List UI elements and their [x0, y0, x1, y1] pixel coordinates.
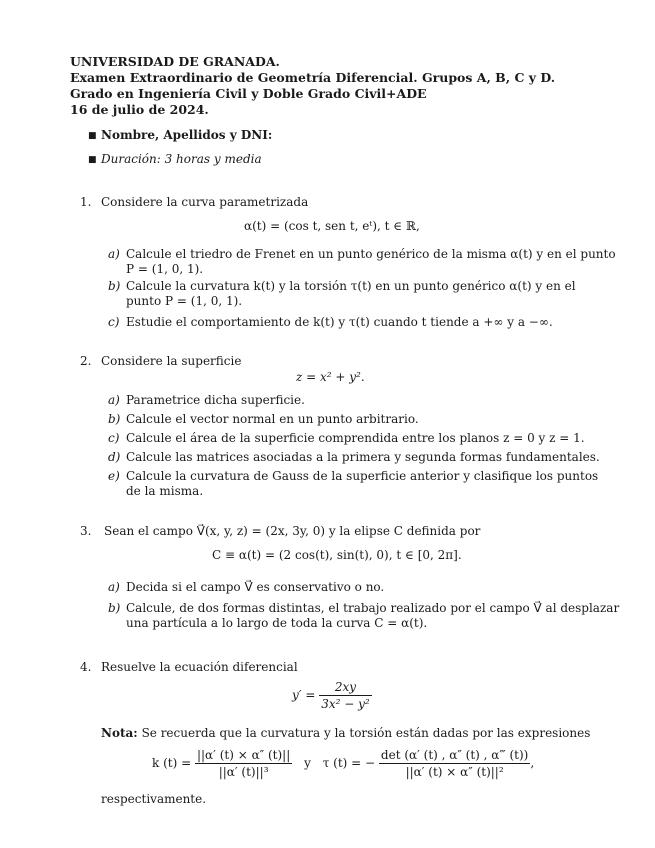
problem-4-equation [292, 680, 372, 711]
problem-2b-line1: Calcule el vector normal en un punto arbitrario. [126, 412, 419, 426]
problem-2e-line2: de la misma. [126, 484, 204, 498]
bullet-icon: ■ [88, 131, 97, 141]
problem-1a-line2: P = (1, 0, 1). [126, 262, 204, 276]
problem-1b-line2: punto P = (1, 0, 1). [126, 294, 243, 308]
problem-4-denominator: 3x² − y² [321, 697, 370, 711]
problem-2-intro: Considere la superficie [101, 354, 242, 368]
curvature-lhs: k (t) = [152, 756, 192, 770]
problem-2a-line1: Parametrice dicha superficie. [126, 393, 305, 407]
item-label: c) [108, 315, 120, 329]
nota-closing: respectivamente. [101, 792, 207, 806]
item-label: a) [108, 247, 120, 261]
item-label: b) [108, 412, 121, 426]
problem-4-numerator: 2xy [319, 680, 372, 696]
nota-label: Nota: [101, 726, 138, 740]
and-word: y [304, 756, 311, 770]
problem-4-fraction [319, 680, 372, 711]
item-label: c) [108, 431, 120, 445]
problem-1-number: 1. [80, 195, 92, 209]
item-label: d) [108, 450, 121, 464]
problem-1-equation: α(t) = (cos t, sen t, eᵗ), t ∈ ℝ, [244, 219, 420, 233]
torsion-numerator: det (α′ (t) , α″ (t) , α‴ (t)) [380, 748, 529, 762]
item-label: a) [108, 393, 120, 407]
problem-2-number: 2. [80, 354, 92, 368]
header-university: UNIVERSIDAD DE GRANADA. [70, 54, 280, 69]
problem-3-intro: Sean el campo V⃗(x, y, z) = (2x, 3y, 0) y la elipse C definida por [104, 524, 481, 538]
formula-tail: , [530, 756, 535, 770]
problem-4-intro: Resuelve la ecuación diferencial [101, 660, 298, 674]
curvature-fraction [195, 748, 292, 779]
problem-2e-line1: Calcule la curvatura de Gauss de la superficie anterior y clasifique los puntos [126, 469, 599, 483]
nota-line [101, 726, 590, 740]
torsion-lhs: τ (t) = − [322, 756, 376, 770]
problem-2-equation: z = x² + y². [296, 370, 365, 384]
curvature-numerator: ||α′ (t) × α″ (t)|| [196, 748, 291, 762]
problem-4-number: 4. [80, 660, 92, 674]
header-exam-title: Examen Extraordinario de Geometría Diferencial. Grupos A, B, C y D. [70, 70, 556, 85]
problem-1c-line1: Estudie el comportamiento de k(t) y τ(t) cuando t tiende a +∞ y a −∞. [126, 315, 553, 329]
duration-text: Duración: 3 horas y media [101, 152, 262, 166]
problem-3-number: 3. [80, 524, 92, 538]
problem-3-equation: C ≡ α(t) = (2 cos(t), sin(t), 0), t ∈ [0, 2π]. [212, 548, 462, 562]
torsion-denominator: ||α′ (t) × α″ (t)||² [405, 765, 504, 779]
problem-1b-line1: Calcule la curvatura k(t) y la torsión τ(t) en un punto genérico α(t) y en el [126, 279, 576, 293]
problem-2c-line1: Calcule el área de la superficie comprendida entre los planos z = 0 y z = 1. [126, 431, 585, 445]
bullet-icon: ■ [88, 155, 97, 165]
problem-4-lhs: y′ = [292, 688, 316, 702]
nota-formulas [152, 748, 534, 779]
name-label: Nombre, Apellidos y DNI: [101, 128, 273, 142]
curvature-denominator: ||α′ (t)||³ [218, 765, 269, 779]
nota-text: Se recuerda que la curvatura y la torsión están dadas por las expresiones [141, 726, 591, 740]
problem-3b-line2: una partícula a lo largo de toda la curva C = α(t). [126, 616, 428, 630]
header-date: 16 de julio de 2024. [70, 102, 209, 117]
torsion-fraction [379, 748, 530, 779]
problem-1a-line1: Calcule el triedro de Frenet en un punto genérico de la misma α(t) y en el punto [126, 247, 616, 261]
item-label: e) [108, 469, 120, 483]
item-label: b) [108, 279, 121, 293]
problem-2d-line1: Calcule las matrices asociadas a la primera y segunda formas fundamentales. [126, 450, 600, 464]
item-label: b) [108, 601, 121, 615]
problem-3b-line1: Calcule, de dos formas distintas, el trabajo realizado por el campo V⃗ al desplazar [126, 601, 620, 615]
problem-3a-line1: Decida si el campo V⃗ es conservativo o no. [126, 580, 385, 594]
problem-1-intro: Considere la curva parametrizada [101, 195, 309, 209]
item-label: a) [108, 580, 120, 594]
header-degree: Grado en Ingeniería Civil y Doble Grado Civil+ADE [70, 86, 427, 101]
